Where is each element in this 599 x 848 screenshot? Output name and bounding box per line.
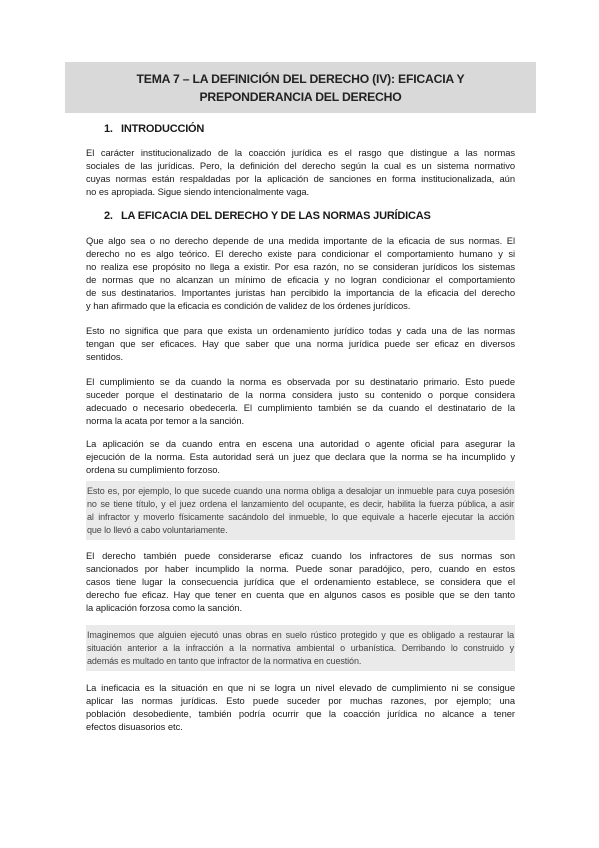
- text-line: además es multado en tanto que infractor de la normativa en cuestión.: [87, 656, 362, 666]
- text-line: Esto es, por ejemplo, lo que sucede cuando una norma obliga a desalojar un inmueble para cuya posesión: [87, 486, 514, 496]
- paragraph-ineficacia: [86, 681, 515, 733]
- text-line: cuyas normas están respaldadas por la aplicación de sanciones en forma institucionalizada, aún: [86, 173, 515, 184]
- text-line: sociales de las jurídicas. Pero, la definición del derecho según la cual es un sistema normativo: [86, 160, 515, 171]
- paragraph-sentidos: [86, 324, 515, 363]
- text-line: El derecho también puede considerarse eficaz cuando los infractores de sus normas son: [86, 550, 515, 561]
- text-line: población desobediente, también podría ocurrir que la coacción jurídica no alcance a tener: [86, 708, 515, 719]
- section-number: 1.: [104, 123, 113, 135]
- paragraph-cumplimiento: [86, 375, 515, 427]
- text-line: Que algo sea o no derecho depende de una medida importante de la eficacia de sus normas. El: [86, 235, 515, 246]
- text-line: de normas que no alcanzan un mínimo de eficacia y no logran condicionar el comportamiento: [86, 274, 515, 285]
- text-line: casos tiene lugar la consecuencia jurídica que el ordenamiento establece, se considera que el: [86, 576, 515, 587]
- text-line: al infractor y moverlo físicamente sacándolo del inmueble, lo que equivale a hacerle ejecutar la acción: [87, 512, 514, 522]
- text-line: norma la acata por temor a la sanción.: [86, 415, 245, 426]
- text-line: El carácter institucionalizado de la coacción jurídica es el rasgo que distingue a las normas: [86, 147, 515, 158]
- text-line: y han afirmado que la eficacia es condición de validez de los órdenes jurídicos.: [86, 300, 411, 311]
- text-line: situación anterior a la infracción a la normativa ambiental o urbanística. Derribando lo construido y: [87, 643, 514, 653]
- text-line: La ineficacia es la situación en que ni se logra un nivel elevado de cumplimiento ni se consigue: [86, 682, 515, 693]
- text-line: de sus destinatarios. Importantes juristas han percibido la importancia de la eficacia del derecho: [86, 287, 515, 298]
- example-box-obras: [86, 625, 515, 671]
- text-line: sancionados por haber incumplido la norma. Puede sonar paradójico, pero, cuando en estos: [86, 563, 515, 574]
- text-line: derecho fue eficaz. Hay que tener en cuenta que en algunos casos es posible que se den tanto: [86, 589, 515, 600]
- text-line: adecuado o necesario obedecerla. El cumplimiento también se da cuando el destinatario de la: [86, 402, 515, 413]
- section-title: INTRODUCCIÓN: [121, 123, 205, 135]
- paragraph-intro: [86, 146, 515, 198]
- text-line: no realiza ese propósito no llega a existir. Por esa razón, no se consideran jurídicos los sistemas: [86, 261, 515, 272]
- text-line: efectos disuasorios etc.: [86, 721, 183, 732]
- text-line: El cumplimiento se da cuando la norma es observada por su destinatario primario. Esto puede: [86, 376, 515, 387]
- section-heading-eficacia: [104, 210, 431, 222]
- title-line-1: TEMA 7 – LA DEFINICIÓN DEL DERECHO (IV): EFICACIA Y: [136, 71, 465, 86]
- text-line: que lo llevó a cabo voluntariamente.: [87, 525, 228, 535]
- text-line: sentidos.: [86, 351, 124, 362]
- paragraph-eficacia-intro: [86, 234, 515, 312]
- text-line: Imaginemos que alguien ejecutó unas obras en suelo rústico protegido y que es obligado a restaurar la: [87, 630, 514, 640]
- text-line: La aplicación se da cuando entra en escena una autoridad o agente oficial para asegurar la: [86, 438, 515, 449]
- section-heading-introduccion: [104, 123, 204, 135]
- text-line: derecho no es algo teórico. El derecho existe para condicionar el comportamiento humano y si: [86, 248, 515, 259]
- text-line: no se tiene título, y el juez ordena el lanzamiento del ocupante, es decir, habilita la fuerza pública, a asir: [87, 499, 514, 509]
- text-line: Esto no significa que para que exista un ordenamiento jurídico todas y cada una de las normas: [86, 325, 515, 336]
- section-number: 2.: [104, 210, 113, 222]
- title-banner: [65, 62, 536, 113]
- section-title: LA EFICACIA DEL DERECHO Y DE LAS NORMAS JURÍDICAS: [121, 210, 431, 222]
- example-box-desalojo: [86, 481, 515, 540]
- title-line-2: PREPONDERANCIA DEL DERECHO: [199, 89, 402, 104]
- text-line: ordena su cumplimiento forzoso.: [86, 464, 220, 475]
- paragraph-sancion: [86, 549, 515, 614]
- text-line: tengan que ser eficaces. Hay que saber que una norma jurídica puede ser eficaz en diversos: [86, 338, 515, 349]
- text-line: la aplicación forzosa como la sanción.: [86, 602, 242, 613]
- paragraph-aplicacion: [86, 437, 515, 476]
- text-line: no es apropiada. Sigue siendo intencionalmente vaga.: [86, 186, 310, 197]
- text-line: ejecución de la norma. Esta autoridad será un juez que declara que la norma se ha incumplido y: [86, 451, 515, 462]
- text-line: aplicar las normas jurídicas. Esto puede suceder por muchas razones, por ejemplo; una: [86, 695, 515, 706]
- text-line: suceder porque el destinatario de la norma considera justo su contenido o porque considera: [86, 389, 515, 400]
